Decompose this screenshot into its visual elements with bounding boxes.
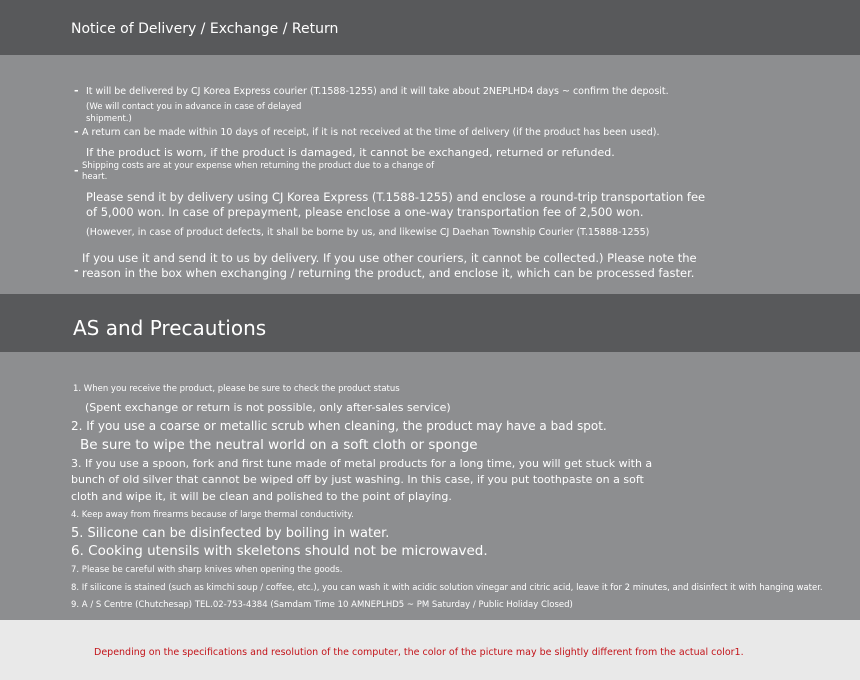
- as-line: 1. When you receive the product, please be sure to check the product status: [73, 384, 400, 394]
- as-line: (Spent exchange or return is not possible, only after-sales service): [85, 401, 451, 414]
- as-line: 6. Cooking utensils with skeletons should not be microwaved.: [71, 543, 488, 559]
- as-line: 7. Please be careful with sharp knives when opening the goods.: [71, 565, 343, 575]
- as-line: bunch of old silver that cannot be wiped off by just washing. In this case, if you put toothpaste on a soft: [71, 473, 644, 486]
- as-line: 5. Silicone can be disinfected by boiling in water.: [71, 526, 390, 541]
- delivery-line: shipment.): [86, 114, 132, 124]
- as-line: 9. A / S Centre (Chutchesap) TEL.02-753-4384 (Samdam Time 10 AMNEPLHD5 ~ PM Saturday / Public Holiday Closed): [71, 600, 573, 610]
- as-line: 4. Keep away from firearms because of large thermal conductivity.: [71, 510, 354, 520]
- footer: [0, 620, 860, 680]
- bullet-dash: -: [74, 84, 79, 97]
- as-title: AS and Precautions: [73, 316, 267, 340]
- delivery-line: heart.: [82, 172, 108, 182]
- delivery-line: It will be delivered by CJ Korea Express courier (T.1588-1255) and it will take about 2NEPLHD4 days ~ confirm the deposit.: [86, 86, 669, 97]
- bullet-dash: -: [74, 264, 79, 277]
- as-line: 8. If silicone is stained (such as kimchi soup / coffee, etc.), you can wash it with acidic solution vinegar and citric acid, leave it for 2 minutes, and disinfect it with hanging water.: [71, 583, 823, 593]
- delivery-line: (We will contact you in advance in case of delayed: [86, 102, 302, 112]
- delivery-line: A return can be made within 10 days of receipt, if it is not received at the time of delivery (if the product has been used).: [82, 127, 660, 138]
- delivery-line: reason in the box when exchanging / returning the product, and enclose it, which can be processed faster.: [82, 266, 695, 280]
- as-line: 3. If you use a spoon, fork and first tune made of metal products for a long time, you will get stuck with a: [71, 457, 653, 470]
- bullet-dash: -: [74, 125, 79, 138]
- delivery-header: [0, 0, 860, 55]
- color-disclaimer: Depending on the specifications and resolution of the computer, the color of the picture may be slightly different from the actual color1.: [94, 647, 744, 658]
- delivery-line: Shipping costs are at your expense when returning the product due to a change of: [82, 161, 435, 171]
- as-header: [0, 294, 860, 352]
- delivery-line: (However, in case of product defects, it shall be borne by us, and likewise CJ Daehan Township Courier (T.15888-1255): [86, 227, 650, 238]
- delivery-line: If you use it and send it to us by delivery. If you use other couriers, it cannot be collected.) Please note the: [82, 251, 697, 265]
- as-line: 2. If you use a coarse or metallic scrub when cleaning, the product may have a bad spot.: [71, 419, 607, 433]
- delivery-title: Notice of Delivery / Exchange / Return: [71, 21, 339, 37]
- delivery-line: of 5,000 won. In case of prepayment, please enclose a one-way transportation fee of 2,500 won.: [86, 205, 644, 219]
- as-line: cloth and wipe it, it will be clean and polished to the point of playing.: [71, 490, 452, 503]
- as-line: Be sure to wipe the neutral world on a soft cloth or sponge: [80, 437, 478, 453]
- bullet-dash: -: [74, 164, 79, 177]
- delivery-line: If the product is worn, if the product is damaged, it cannot be exchanged, returned or refunded.: [86, 146, 615, 159]
- delivery-line: Please send it by delivery using CJ Korea Express (T.1588-1255) and enclose a round-trip transportation fee: [86, 190, 706, 204]
